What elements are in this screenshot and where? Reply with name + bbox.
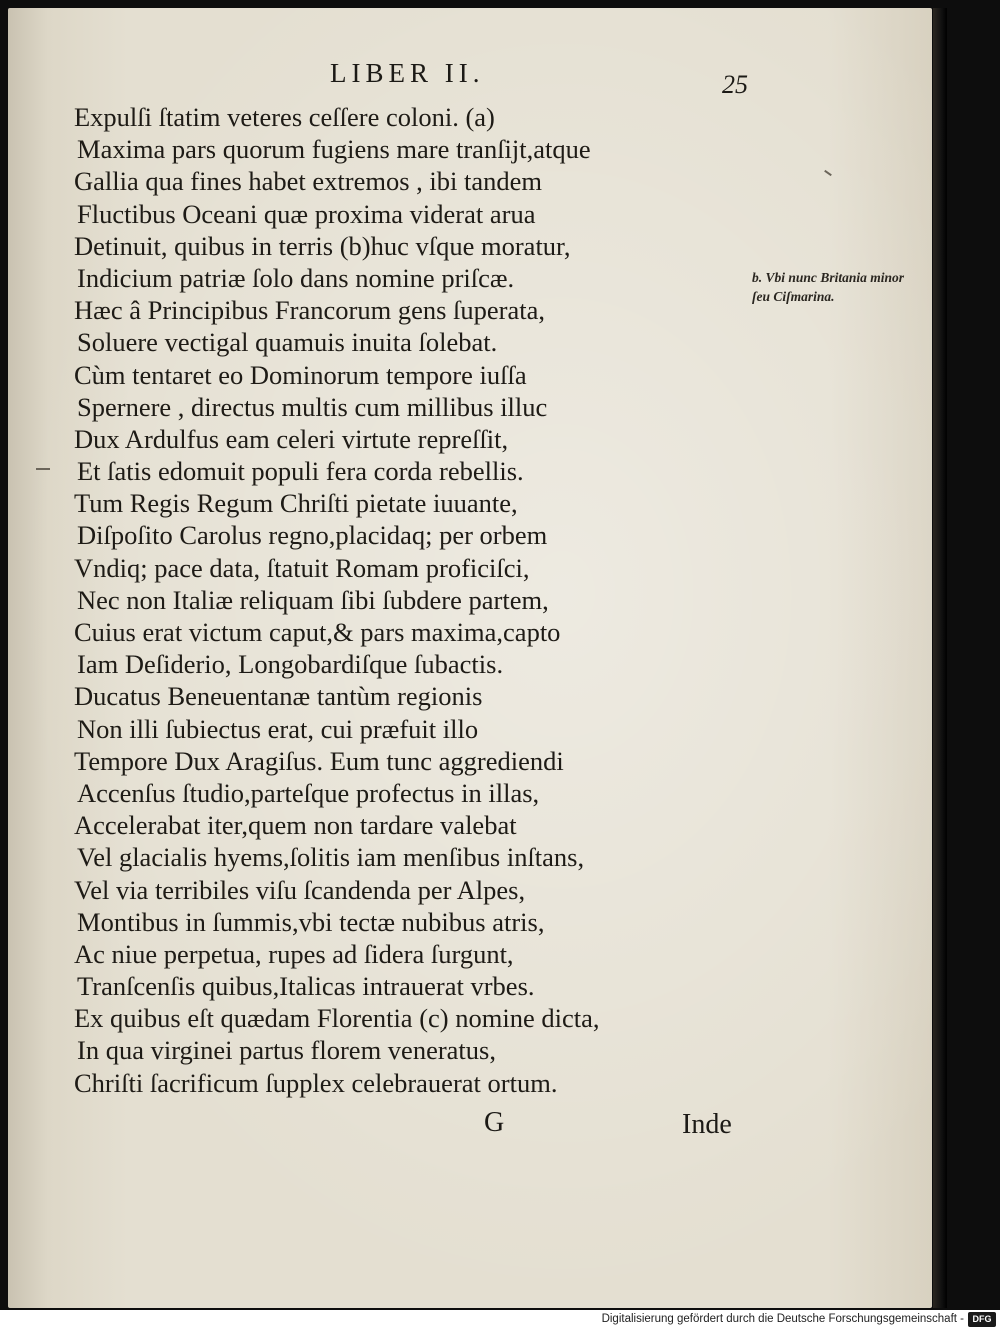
verse-line: Indicium patriæ ſolo dans nomine priſcæ.	[77, 262, 515, 293]
margin-mark	[36, 468, 50, 470]
verse-line: Montibus in ſummis,vbi tectæ nubibus atris,	[77, 906, 545, 937]
verse-line: Fluctibus Oceani quæ proxima viderat arua	[77, 198, 536, 229]
verse-line: In qua virginei partus florem veneratus,	[77, 1035, 496, 1066]
verse-line: Chriſti ſacrificum ſupplex celebrauerat ortum.	[74, 1067, 558, 1098]
verse-line: Vndiq; pace data, ſtatuit Romam proficiſci,	[74, 552, 530, 583]
footer-bar	[0, 1310, 1000, 1331]
page-number: 25	[722, 70, 748, 99]
verse-line: Ac niue perpetua, rupes ad ſidera ſurgunt,	[74, 938, 514, 969]
verse-line: Accelerabat iter,quem non tardare valebat	[74, 810, 517, 841]
catchword: Inde	[682, 1109, 732, 1140]
verse-line: Spernere , directus multis cum millibus illuc	[77, 391, 548, 422]
verse-line: Tum Regis Regum Chriſti pietate iuuante,	[74, 488, 518, 519]
verse-line: Tempore Dux Aragiſus. Eum tunc aggrediendi	[74, 745, 564, 776]
verse-line: Non illi ſubiectus erat, cui præfuit illo	[77, 713, 479, 744]
verse-line: Accenſus ſtudio,parteſque profectus in illas,	[77, 777, 540, 808]
verse-line: Maxima pars quorum fugiens mare tranſijt,atque	[77, 134, 591, 165]
verse-line: Cùm tentaret eo Dominorum tempore iuſſa	[74, 359, 527, 390]
verse-line: Tranſcenſis quibus,Italicas intrauerat vrbes.	[77, 971, 535, 1002]
verse-line: Nec non Italiæ reliquam ſibi ſubdere partem,	[77, 584, 549, 615]
verse-line: Cuius erat victum caput,& pars maxima,capto	[74, 617, 561, 647]
signature-mark: G	[484, 1107, 505, 1138]
verse-line: Diſpoſito Carolus regno,placidaq; per orbem	[77, 520, 548, 551]
verse-line: Gallia qua fines habet extremos , ibi tandem	[74, 166, 543, 197]
funding-credit: Digitalisierung gefördert durch die Deutsche Forschungsgemeinschaft -	[601, 1313, 964, 1325]
page-edge	[933, 8, 947, 1308]
verse-line: Vel glacialis hyems,ſolitis iam menſibus inſtans,	[77, 842, 585, 873]
verse-line: Detinuit, quibus in terris (b)huc vſque moratur,	[74, 230, 571, 261]
verse-line: Vel via terribiles viſu ſcandenda per Alpes,	[74, 874, 526, 905]
verse-line: Hæc â Principibus Francorum gens ſuperata,	[74, 295, 545, 326]
verse-line: Dux Ardulfus eam celeri virtute repreſſit,	[74, 423, 509, 454]
verse-line: Ex quibus eſt quædam Florentia (c) nomine dicta,	[74, 1003, 600, 1034]
verse-line: Et ſatis edomuit populi fera corda rebellis.	[77, 456, 524, 487]
verse-line: Expulſi ſtatim veteres ceſſere coloni. (a)	[74, 102, 495, 132]
verse-line: Iam Deſiderio, Longobardiſque ſubactis.	[77, 649, 504, 680]
running-head: LIBER II.	[330, 58, 485, 88]
verse-line: Ducatus Beneuentanæ tantùm regionis	[74, 681, 483, 712]
verse-list	[74, 101, 734, 1099]
marginal-note: b. Vbi nunc Britania minor ſeu Ciſmarina.	[752, 270, 904, 304]
verse-line: Soluere vectigal quamuis inuita ſolebat.	[77, 327, 498, 358]
dfg-logo-icon: DFG	[968, 1312, 996, 1327]
